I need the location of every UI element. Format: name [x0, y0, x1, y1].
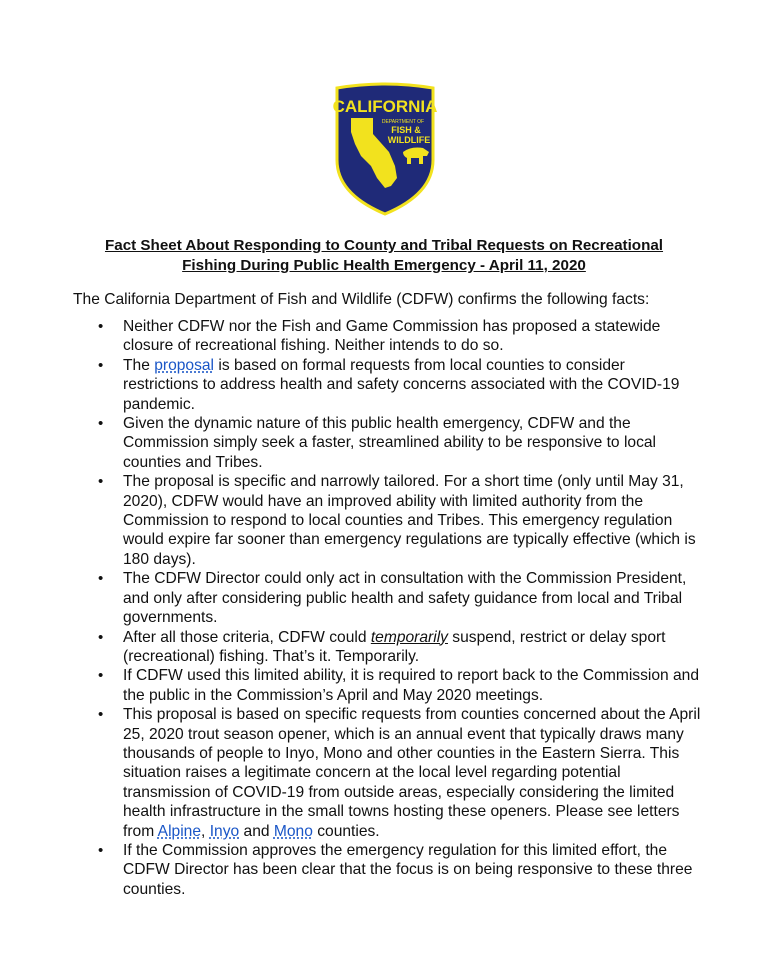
- emphasis-temporarily: temporarily: [370, 628, 448, 646]
- page-title: [60, 236, 708, 276]
- proposal-link[interactable]: proposal: [154, 356, 215, 374]
- inyo-link[interactable]: Inyo: [209, 822, 240, 840]
- list-item: • Neither CDFW nor the Fish and Game Commission has proposed a statewide closure of recreational fishing. Neither intends to do so.: [82, 317, 702, 356]
- svg-text:DEPARTMENT OF: DEPARTMENT OF: [381, 119, 425, 125]
- list-item: • If the Commission approves the emergency regulation for this limited effort, the CDFW Director has been clear that the focus is on being responsive to these three counties.: [82, 841, 702, 899]
- list-item: • Given the dynamic nature of this public health emergency, CDFW and the Commission simply seek a faster, streamlined ability to be responsive to local counties and Tribes.: [82, 414, 702, 472]
- list-item: • After all those criteria, CDFW could temporarily suspend, restrict or delay sport (recreational) fishing. That’s it. Temporarily.: [82, 628, 702, 667]
- list-item: • If CDFW used this limited ability, it is required to report back to the Commission and the public in the Commission’s April and May 2020 meetings.: [82, 666, 702, 705]
- list-item: • The proposal is based on formal requests from local counties to consider restrictions to address health and safety concerns associated with the COVID-19 pandemic.: [82, 356, 702, 414]
- svg-text:WILDLIFE: WILDLIFE: [387, 135, 431, 145]
- facts-list: [82, 317, 702, 899]
- title-line-2: Fishing During Public Health Emergency - April 11, 2020: [182, 257, 586, 274]
- svg-text:FISH &: FISH &: [391, 125, 421, 135]
- list-item: • The proposal is specific and narrowly tailored. For a short time (only until May 31, 2020), CDFW would have an improved ability with limited authority from the Commission to respond to local counties and Tribes. This emergency regulation would expire far sooner than emergency regulations are typically effective (which is 180 days).: [82, 472, 702, 569]
- alpine-link[interactable]: Alpine: [157, 822, 202, 840]
- svg-text:CALIFORNIA: CALIFORNIA: [333, 97, 437, 116]
- mono-link[interactable]: Mono: [273, 822, 313, 840]
- list-item: • This proposal is based on specific requests from counties concerned about the April 25, 2020 trout season opener, which is an annual event that typically draws many thousands of people to Inyo, Mono and other counties in the Eastern Sierra. This situation raises a legitimate concern at the local level regarding potential transmission of COVID-19 from outside areas, especially considering the limited health infrastructure in the small towns hosting these openers. Please see letters from Alpine, Inyo and Mono counties.: [82, 705, 702, 841]
- cdfw-logo: [333, 82, 437, 216]
- title-line-1: Fact Sheet About Responding to County and Tribal Requests on Recreational: [104, 237, 664, 254]
- intro-paragraph: The California Department of Fish and Wildlife (CDFW) confirms the following facts:: [73, 291, 650, 308]
- list-item: • The CDFW Director could only act in consultation with the Commission President, and only after considering public health and safety guidance from local and Tribal governments.: [82, 569, 702, 627]
